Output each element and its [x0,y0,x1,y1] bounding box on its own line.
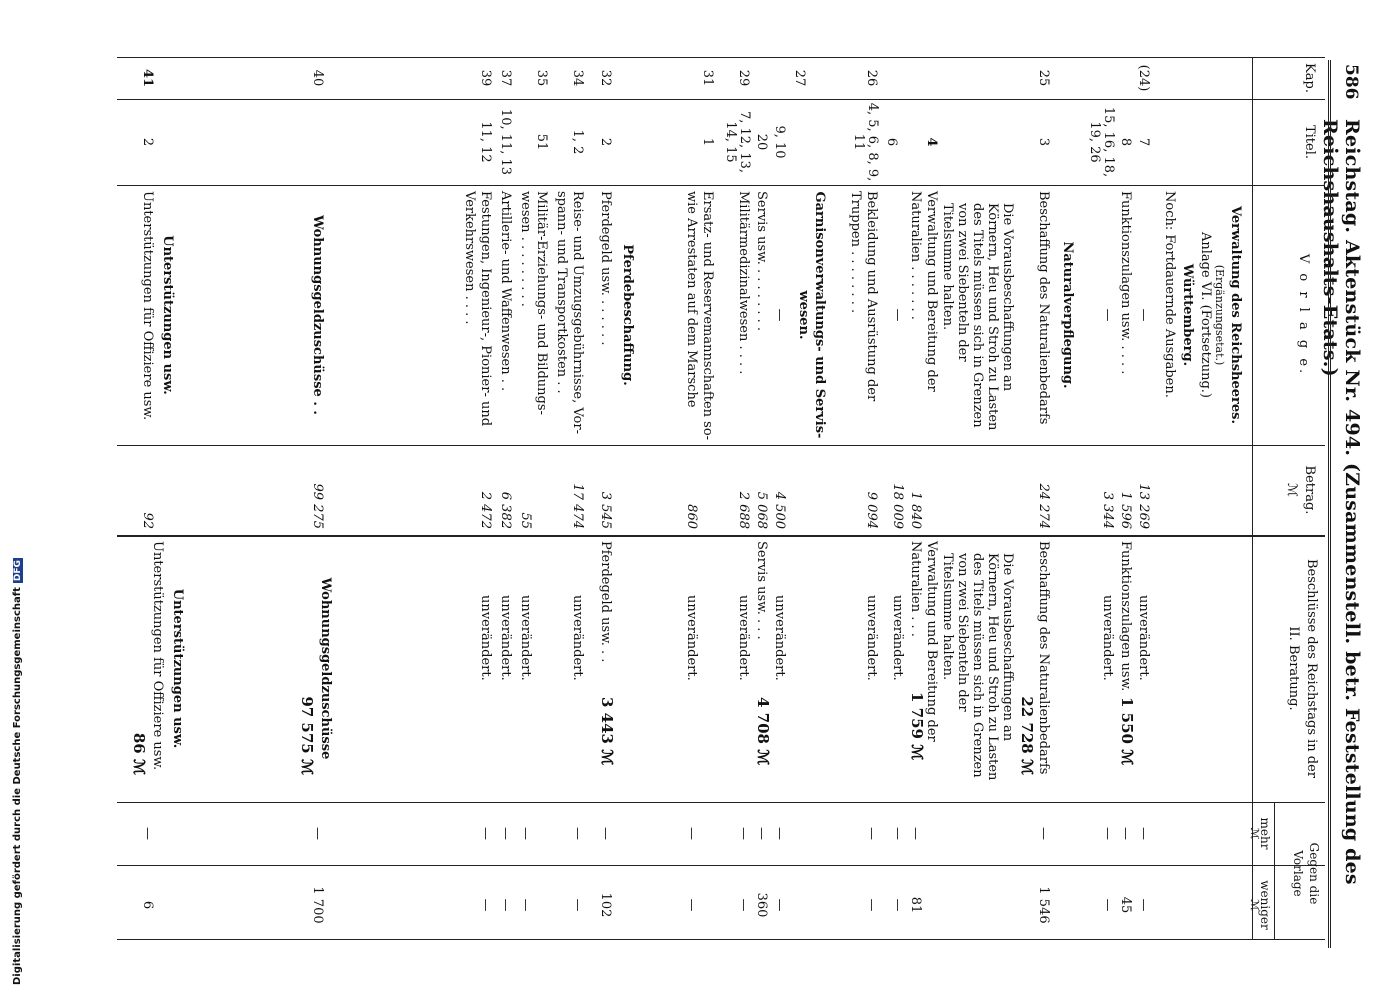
kap-number: 37 [498,69,513,87]
col-beschluesse-1: Beschlüsse des Reichstags in der [1304,558,1319,779]
betrag-value: 9 094 [864,491,879,529]
vorlage-text: — [1100,308,1115,322]
betrag-value: 1 596 [1118,491,1133,529]
weniger-value: — [736,898,751,912]
mehr-value: — [1136,827,1151,840]
kap-number: 27 [792,69,807,87]
page-number: 586 [1341,64,1361,100]
betrag-value: 2 688 [736,491,751,529]
beschluss-text: unverändert. [478,595,493,681]
col-gegen-2: Vorlage [1291,850,1305,897]
beschluss-value: 86 ℳ [130,732,148,775]
beschluss-text: Wohnungsgeldzuschüsse [318,577,333,760]
weniger-value: 360 [754,892,769,918]
beschluss-text: unverändert. [570,595,585,681]
mehr-value: — [890,827,905,840]
beschluss-text: unverändert. [684,595,699,681]
kap-number: 41 [140,68,155,88]
kap-number: 25 [1036,69,1051,87]
vorlage-text: Wohnungsgeldzuschüsse . . [310,215,325,415]
vorlage-text: Festungen, Ingenieur-, Pionier- und Verkehrswesen . . . . [462,191,493,427]
vorlage-text: Verwaltung und Bereitung der Naturalien . . . . . . . [908,191,939,392]
gegen-subrule [1274,802,1275,940]
col-vorlage: V o r l a g e. [1296,253,1311,377]
vorlage-text: Artillerie- und Waffenwesen . . [498,191,513,392]
betrag-value: 860 [684,504,699,529]
weniger-value: — [1136,898,1151,912]
section-heading: Naturalverpflegung. [1060,241,1075,389]
vorlage-text: Servis usw. . . . . . . . . [754,191,769,331]
col-betrag: Betrag. [1302,465,1317,515]
weniger-value: — [478,898,493,912]
titel-number: 20 [754,133,769,151]
mehr-value: — [736,827,751,840]
beschluss-text: unverändert. [518,595,533,681]
betrag-value: 24 274 [1036,483,1051,529]
section-heading: Verwaltung des Reichsheeres. [1228,206,1243,424]
vorlage-text: Militär-Erziehungs- und Bildungswesen . . . . . . . . . [518,191,549,415]
betrag-value: 6 382 [498,491,513,529]
kap-number: 39 [478,69,493,87]
betrag-value: 92 [140,512,155,529]
vorlage-text: Reise- und Umzugsgebührnisse, Vorspann- und Transportkosten . . [554,191,585,434]
titel-number: 3 [1036,137,1051,147]
section-heading: Pferdebeschaffung. [620,244,635,386]
betrag-value: 17 474 [570,483,585,529]
mehr-value: — [754,827,769,840]
titel-number: 6 [884,137,899,147]
beschluss-text: Unterstützungen für Offiziere usw. [150,541,165,771]
vorlage-note: Die Vorausbeschaffungen an Körnern, Heu und Stroh zu Lasten des Titels müssen sich in Grenzen von zwei Siebenteln der Titelsumme halten. [940,203,1015,431]
weniger-value: — [864,898,879,912]
titel-number: 15, 16, 18, 19, 26 [1087,106,1116,178]
beschluss-text: unverändert. [890,595,905,681]
section-annex: Anlage VI. (Fortsetzung.) [1198,232,1213,398]
weniger-value: 102 [598,892,613,918]
betrag-value: 18 009 [890,483,905,529]
section-heading: Garnisonverwaltungs- und Serviswesen. [796,191,827,439]
vorlage-text: Bekleidung und Ausrüstung der Truppen . . . . . . . . [848,191,879,402]
vorlage-text: Militärmedizinalwesen . . . . [736,191,751,375]
mehr-value: — [598,827,613,840]
col-titel: Titel. [1302,124,1317,160]
titel-number: 4 [924,137,939,147]
beschluss-text: unverändert. [1136,595,1151,681]
weniger-value: 1 700 [310,886,325,924]
vorlage-text: Beschaffung des Naturalienbedarfs [1036,191,1051,425]
mehr-value: — [772,827,787,840]
beschluss-text: unverändert. [736,595,751,681]
kap-number: 40 [310,69,325,87]
titel-number: 1, 2 [570,129,585,155]
titel-number: 4, 5, 6, 8, 9, 11 [851,102,880,182]
titel-number: 7, 12, 13, 14, 15 [723,110,752,174]
titel-number: 8 [1118,137,1133,147]
titel-number: 9, 10 [772,125,787,159]
mehr-value: — [1118,827,1133,840]
betrag-value: 99 275 [310,483,325,529]
weniger-value: 81 [908,896,923,914]
beschluss-value: 4 708 ℳ [754,697,772,766]
beschluss-value: 1 759 ℳ [908,692,926,761]
weniger-value: — [772,898,787,912]
titel-number: 10, 11, 13 [498,108,513,176]
weniger-value: — [518,898,533,912]
betrag-value: 55 [518,512,533,529]
vorlage-text: Funktionszulagen usw. . . . . [1118,191,1133,375]
col-betrag-unit: ℳ [1284,483,1299,497]
mehr-value: — [684,827,699,840]
mehr-value: — [498,827,513,840]
betrag-value: 3 545 [598,491,613,529]
section-subheading: Noch: Fortdauernde Ausgaben. [1162,191,1177,398]
col-mehr-unit: ℳ [1248,827,1261,840]
col-kap: Kap. [1302,63,1317,93]
betrag-value: 13 269 [1136,483,1151,529]
header-rule [1328,60,1331,948]
titel-number: 11, 12 [478,121,493,163]
weniger-value: — [1100,898,1115,912]
beschluss-text: unverändert. [498,595,513,681]
beschluss-value: 1 550 ℳ [1118,697,1136,766]
beschluss-text: Beschaffung des Naturalienbedarfs [1036,541,1051,775]
beschluss-note: Die Vorausbeschaffungen an Körnern, Heu und Stroh zu Lasten des Titels müssen sich in Grenzen von zwei Siebenteln der Titelsumme halten. [940,553,1015,781]
betrag-value: 3 344 [1100,491,1115,529]
titel-number: 2 [140,137,155,147]
mehr-value: — [864,827,879,840]
col-weniger: weniger [1258,880,1272,930]
beschluss-text: Pferdegeld usw. . . [598,541,613,663]
beschluss-text: unverändert. [864,595,879,681]
weniger-value: 6 [140,900,155,910]
mehr-value: — [1036,827,1051,840]
mehr-value: — [478,827,493,840]
beschluss-text: Funktionszulagen usw. [1118,541,1133,692]
mehr-value: — [908,827,923,840]
mehr-value: — [310,827,325,840]
kap-number: (24) [1136,64,1151,92]
beschluss-heading: Unterstützungen usw. [170,588,185,749]
weniger-value: — [498,898,513,912]
beschluss-text: Verwaltung und Bereitung der Naturalien . . . [908,541,939,742]
col-weniger-unit: ℳ [1248,899,1261,911]
vorlage-text: — [1136,308,1151,322]
beschluss-text: Servis usw. . . . [754,541,769,640]
budget-table [117,57,1325,940]
vorlage-text: Pferdegeld usw. . . . . . . [598,191,613,346]
beschluss-value: 22 728 ℳ [1018,696,1036,775]
kap-number: 26 [864,69,879,87]
vorlage-text: Ersatz- und Reservemannschaften sowie Arrestaten auf dem Marsche [684,191,715,441]
col-beschluesse-2: II. Beratung. [1286,626,1301,711]
mehr-value: — [570,827,585,840]
titel-number: 7 [1136,137,1151,147]
page-header [1319,64,1367,940]
mehr-value: — [518,827,533,840]
betrag-value: 2 472 [478,491,493,529]
kap-number: 32 [598,69,613,87]
weniger-value: 1 546 [1036,886,1051,924]
section-heading: Württemberg. [1180,263,1195,367]
weniger-value: — [684,898,699,912]
kap-number: 35 [534,69,549,87]
kap-number: 29 [736,69,751,87]
section-subheading: (Ergänzungsetat.) [1213,264,1226,366]
page-title: Reichstag. Aktenstück Nr. 494. (Zusammenstell. betr. Feststellung des Reichshaushalts-Etats.) [1319,119,1363,885]
titel-number: 51 [534,133,549,151]
col-mehr: mehr [1258,817,1272,850]
beschluss-value: 97 575 ℳ [298,696,316,775]
titel-number: 1 [700,137,715,147]
betrag-value: 1 840 [908,491,923,529]
betrag-value: 4 500 [772,491,787,529]
dfg-logo: DFG [13,560,23,582]
weniger-value: 45 [1118,896,1133,914]
weniger-value: — [570,898,585,912]
vorlage-text: — [890,308,905,322]
beschluss-value: 3 443 ℳ [598,697,616,766]
mehr-value: — [1100,827,1115,840]
beschluss-text: unverändert. [1100,595,1115,681]
kap-number: 34 [570,69,585,87]
kap-number: 31 [700,69,715,87]
section-heading: Unterstützungen usw. [160,235,175,395]
weniger-value: — [890,898,905,912]
funding-credit: Digitalisierung gefördert durch die Deutsche ForschungsgemeinschaftDFG [12,560,23,985]
beschluss-text: unverändert. [772,595,787,681]
vorlage-text: Unterstützungen für Offiziere usw. [140,191,155,421]
betrag-value: 5 068 [754,491,769,529]
vorlage-text: — [772,308,787,322]
col-gegen-1: Gegen die [1307,842,1321,905]
titel-number: 2 [598,137,613,147]
mehr-value: — [140,827,155,840]
